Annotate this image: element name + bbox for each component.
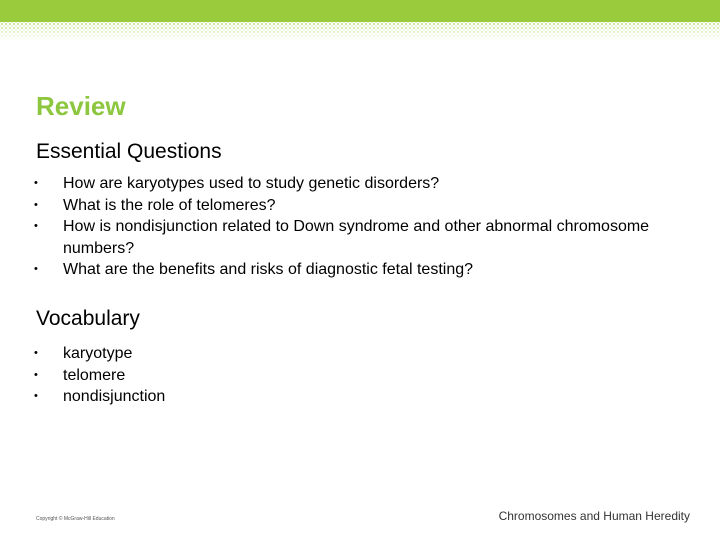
header-dot-pattern [0, 22, 720, 42]
header-band [0, 0, 720, 22]
chapter-title: Chromosomes and Human Heredity [498, 509, 690, 523]
bullet-icon: • [34, 263, 38, 275]
essential-questions-list [36, 173, 676, 281]
list-item [36, 216, 676, 259]
question-text: What is the role of telomeres? [63, 196, 276, 214]
list-item [36, 259, 676, 281]
list-item [36, 386, 676, 408]
bullet-icon: • [34, 198, 38, 211]
vocabulary-term: telomere [63, 366, 126, 384]
question-text: How are karyotypes used to study genetic disorders? [63, 175, 440, 192]
question-text: How is nondisjunction related to Down syndrome and other abnormal chromosome numbers? [63, 218, 650, 257]
vocabulary-heading: Vocabulary [36, 307, 140, 330]
copyright-notice: Copyright © McGraw-Hill Education [36, 516, 115, 522]
list-item [36, 365, 676, 387]
vocabulary-term: nondisjunction [63, 388, 166, 405]
list-item [36, 173, 676, 195]
bullet-icon: • [34, 347, 38, 359]
list-item [36, 195, 676, 217]
vocabulary-list [36, 343, 676, 408]
bullet-icon: • [34, 220, 38, 232]
essential-questions-heading: Essential Questions [36, 140, 222, 163]
bullet-icon: • [34, 390, 38, 402]
list-item [36, 343, 676, 365]
bullet-icon: • [34, 177, 38, 189]
bullet-icon: • [34, 368, 38, 381]
slide-title: Review [36, 91, 126, 121]
vocabulary-term: karyotype [63, 345, 133, 362]
question-text: What are the benefits and risks of diagnostic fetal testing? [63, 261, 474, 278]
